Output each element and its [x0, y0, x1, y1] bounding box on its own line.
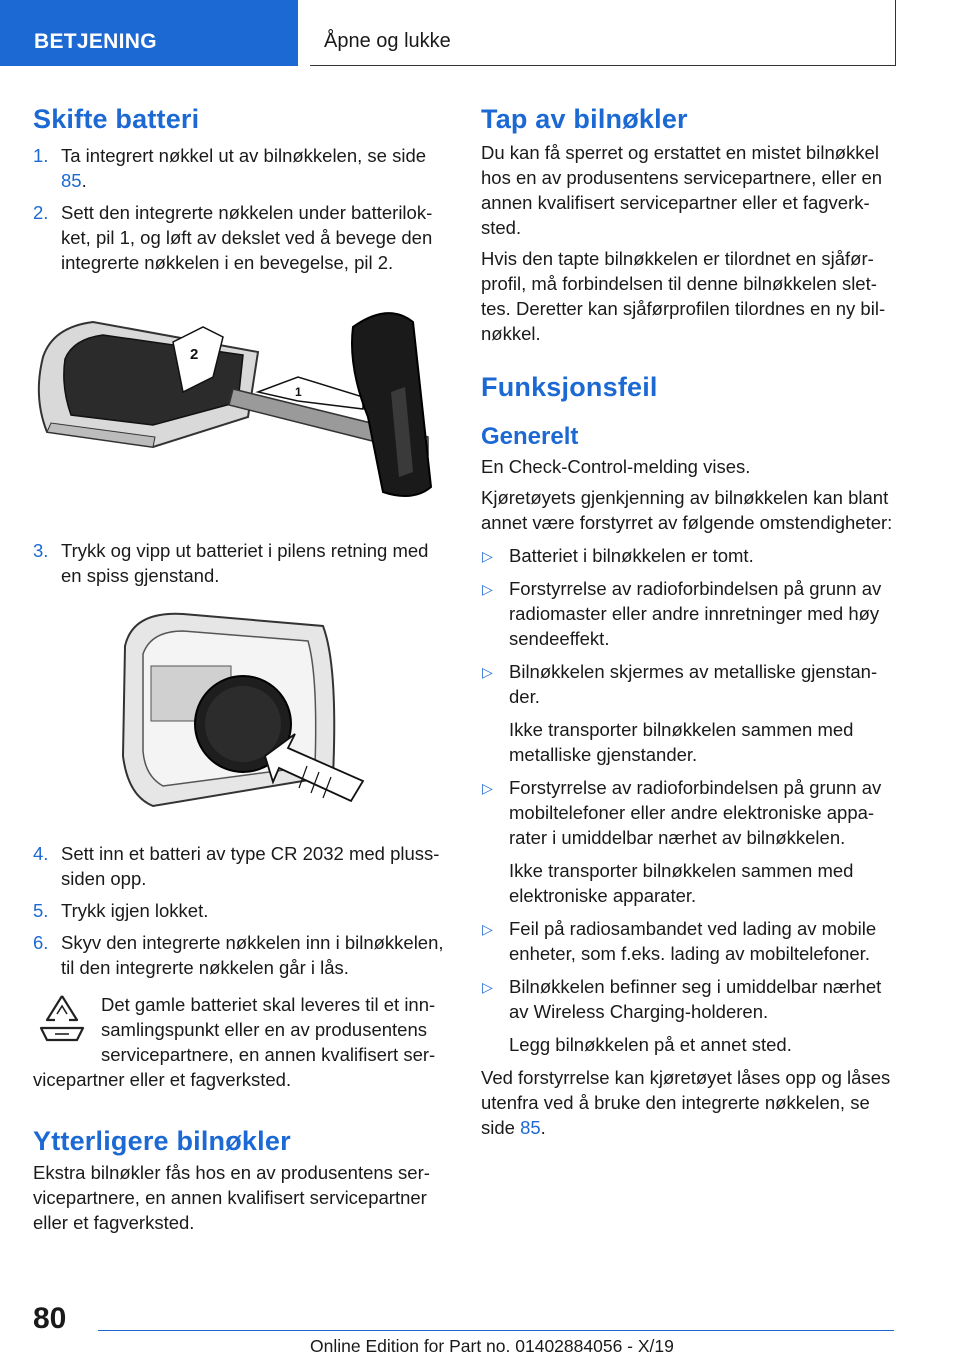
step-item [33, 841, 449, 891]
step-text: Trykk igjen lokket. [61, 900, 209, 921]
recycle-note-text: Det gamle batteriet skal leveres til et innsamlingspunkt eller en av produsentens servicepartnere, en annen kvalifisert servicepartner eller et fagverksted. [33, 994, 436, 1090]
chapter-label: Åpne og lukke [324, 30, 451, 52]
closing-text: Ved forstyrrelse kan kjøretøyet låses opp og låses utenfra ved å bruke den integrerte nøkkelen, se side [481, 1067, 891, 1138]
step-number: 1. [33, 145, 49, 166]
closing-text-end: . [540, 1117, 546, 1138]
step-text: Sett inn et batteri av type CR 2032 med pluss-siden opp. [61, 843, 440, 889]
step-text-end: . [81, 170, 87, 191]
fault-causes-list [481, 543, 899, 1057]
battery-steps-c [33, 841, 449, 980]
battery-title: Skifte batteri [33, 104, 200, 134]
lost-keys-title: Tap av bilnøkler [481, 104, 688, 134]
battery-compartment-illustration [33, 606, 449, 816]
list-item [481, 775, 899, 908]
footer-divider [98, 1330, 894, 1331]
edition-text: Online Edition for Part no. 01402884056 - X/19 [310, 1336, 674, 1356]
battery-steps-b [33, 538, 449, 588]
step-text: Skyv den integrerte nøkkelen inn i bilnøkkelen, til den integrerte nøkkelen går i lås. [61, 932, 444, 978]
lost-keys-p1: Du kan få sperret og erstattet en mistet bilnøkkel hos en av produsentens servicepartnere, eller en annen kvalifisert servicepartner eller et fagverksted. [481, 142, 883, 238]
bullet-triangle-icon: ▷ [482, 548, 493, 564]
bullet-text: Feil på radiosambandet ved lading av mobile enheter, som f.eks. lading av mobiltelefoner. [509, 918, 877, 964]
page-link[interactable]: 85 [520, 1117, 541, 1138]
step-item [33, 200, 449, 275]
general-title: Generelt [481, 423, 579, 450]
closing-paragraph [481, 1065, 899, 1140]
step-item [33, 538, 449, 588]
page-link[interactable]: 85 [61, 170, 82, 191]
step-item [33, 930, 449, 980]
bullet-triangle-icon: ▷ [482, 979, 493, 995]
page-number: 80 [33, 1302, 67, 1335]
chapter-header [310, 0, 896, 66]
step-number: 3. [33, 540, 49, 561]
svg-text:2: 2 [190, 346, 199, 363]
bullet-triangle-icon: ▷ [482, 581, 493, 597]
list-item [481, 576, 899, 651]
extra-keys-text: Ekstra bilnøkler fås hos en av produsentens servicepartnere, en annen kvalifisert servicepartner eller et fagverksted. [33, 1162, 430, 1233]
bullet-text: Forstyrrelse av radioforbindelsen på grunn av mobiltelefoner eller andre elektroniske apparater i umiddelbar nærhet av bilnøkkelen. [509, 777, 882, 848]
list-item [481, 974, 899, 1057]
section-tab [0, 0, 298, 66]
bullet-text: Bilnøkkelen skjermes av metalliske gjenstander. [509, 661, 878, 707]
bullet-subtext: Legg bilnøkkelen på et annet sted. [509, 1034, 792, 1055]
battery-steps-a [33, 143, 449, 275]
bullet-triangle-icon: ▷ [482, 921, 493, 937]
general-p1: En Check-Control-melding vises. [481, 456, 751, 477]
step-number: 5. [33, 900, 49, 921]
recycle-icon [33, 992, 91, 1044]
bullet-text: Batteriet i bilnøkkelen er tomt. [509, 545, 754, 566]
step-item [33, 898, 449, 923]
lost-keys-p2: Hvis den tapte bilnøkkelen er tilordnet en sjåførprofil, må forbindelsen til denne bilnøkkelen slettes. Deretter kan sjåførprofilen tilordnes en ny bilnøkkel. [481, 248, 886, 344]
step-number: 6. [33, 932, 49, 953]
bullet-subtext: Ikke transporter bilnøkkelen sammen med metalliske gjenstander. [509, 719, 854, 765]
step-text: Trykk og vipp ut batteriet i pilens retning med en spiss gjenstand. [61, 540, 429, 586]
left-column [33, 102, 449, 1235]
list-item [481, 659, 899, 767]
key-open-illustration [33, 297, 449, 507]
bullet-text: Bilnøkkelen befinner seg i umiddelbar nærhet av Wireless Charging-holderen. [509, 976, 882, 1022]
list-item [481, 543, 899, 568]
svg-text:1: 1 [295, 385, 302, 399]
extra-keys-title: Ytterligere bilnøkler [33, 1126, 291, 1156]
step-item [33, 143, 449, 193]
fault-title: Funksjonsfeil [481, 372, 658, 402]
bullet-triangle-icon: ▷ [482, 780, 493, 796]
bullet-subtext: Ikke transporter bilnøkkelen sammen med elektroniske apparater. [509, 860, 854, 906]
bullet-text: Forstyrrelse av radioforbindelsen på grunn av radiomaster eller andre innretninger med høy sendeeffekt. [509, 578, 882, 649]
recycle-note [33, 992, 449, 1092]
general-p2: Kjøretøyets gjenkjenning av bilnøkkelen kan blant annet være forstyrret av følgende omstendigheter: [481, 487, 893, 533]
step-number: 4. [33, 843, 49, 864]
section-label: BETJENING [34, 30, 157, 53]
right-column [481, 102, 899, 1140]
step-number: 2. [33, 202, 49, 223]
step-text: Sett den integrerte nøkkelen under batterilokket, pil 1, og løft av dekslet ved å bevege den integrerte nøkkelen i en bevegelse, pil 2. [61, 202, 433, 273]
list-item [481, 916, 899, 966]
bullet-triangle-icon: ▷ [482, 664, 493, 680]
step-text: Ta integrert nøkkel ut av bilnøkkelen, se side [61, 145, 427, 166]
